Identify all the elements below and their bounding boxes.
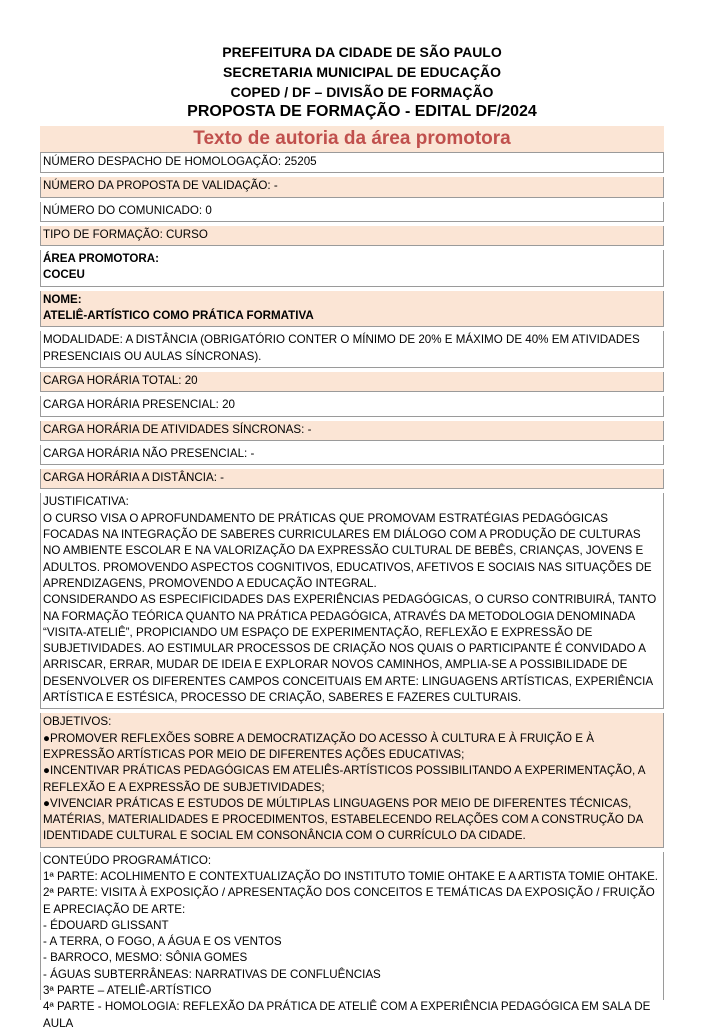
header-line-2: SECRETARIA MUNICIPAL DE EDUCAÇÃO — [223, 64, 501, 80]
document-header — [0, 42, 724, 122]
justificativa-label: JUSTIFICATIVA: — [43, 495, 129, 509]
conteudo-line: - ÉDOUARD GLISSANT — [43, 918, 169, 932]
objetivo-item: ●VIVENCIAR PRÁTICAS E ESTUDOS DE MÚLTIPLAS LINGUAGENS POR MEIO DE DIFERENTES TÉCNICAS, MATÉRIAS, MATERIALIDADES E PROCEDIMENTOS, ESTABELECENDO RELAÇÕES COM A CONSTRUÇÃO DA IDENTIDADE CULTURAL E SOCIAL EM CONSONÂNCIA COM O CURRÍCULO DA CIDADE. — [43, 796, 643, 843]
row-comunicado: NÚMERO DO COMUNICADO: 0 — [40, 202, 664, 222]
justificativa-p1: O CURSO VISA O APROFUNDAMENTO DE PRÁTICAS QUE PROMOVAM ESTRATÉGIAS PEDAGÓGICAS FOCADAS NA INTEGRAÇÃO DE SABERES CURRICULARES EM DIÁLOGO COM A PRODUÇÃO DE CULTURAS NO AMBIENTE ESCOLAR E NA VALORIZAÇÃO DA EXPRESSÃO CULTURAL DE BEBÊS, CRIANÇAS, JOVENS E ADULTOS. PROMOVENDO ASPECTOS COGNITIVOS, EDUCATIVOS, AFETIVOS E SOCIAIS NAS SITUAÇÕES DE APRENDIZAGENS, PROMOVENDO A EDUCAÇÃO INTEGRAL. — [43, 511, 652, 590]
header-line-1: PREFEITURA DA CIDADE DE SÃO PAULO — [222, 44, 502, 60]
objetivos-label: OBJETIVOS: — [43, 715, 112, 729]
conteudo-line: 1ª PARTE: ACOLHIMENTO E CONTEXTUALIZAÇÃO DO INSTITUTO TOMIE OHTAKE E A ARTISTA TOMIE OHTAKE. — [43, 869, 659, 883]
conteudo-line: 3ª PARTE – ATELIÊ-ARTÍSTICO — [43, 984, 212, 998]
row-modalidade: MODALIDADE: A DISTÂNCIA (OBRIGATÓRIO CONTER O MÍNIMO DE 20% E MÁXIMO DE 40% EM ATIVIDADES PRESENCIAIS OU AULAS SÍNCRONAS). — [40, 331, 664, 368]
conteudo-line: 2ª PARTE: VISITA À EXPOSIÇÃO / APRESENTAÇÃO DOS CONCEITOS E TEMÁTICAS DA EXPOSIÇÃO / FRUIÇÃO E APRECIAÇÃO DE ARTE: — [43, 886, 655, 916]
header-line-3: COPED / DF – DIVISÃO DE FORMAÇÃO — [230, 84, 494, 100]
conteudo-line: - A TERRA, O FOGO, A ÁGUA E OS VENTOS — [43, 935, 282, 949]
proposal-table — [40, 152, 664, 1030]
row-justificativa — [40, 493, 664, 709]
row-carga-presencial: CARGA HORÁRIA PRESENCIAL: 20 — [40, 396, 664, 416]
row-validacao: NÚMERO DA PROPOSTA DE VALIDAÇÃO: - — [40, 177, 664, 197]
nome-label: NOME: — [43, 292, 82, 306]
justificativa-p2: CONSIDERANDO AS ESPECIFICIDADES DAS EXPERIÊNCIAS PEDAGÓGICAS, O CURSO CONTRIBUIRÁ, TANTO NA FORMAÇÃO TEÓRICA QUANTO NA PRÁTICA PEDAGÓGICA, ATRAVÉS DA METODOLOGIA DENOMINADA “VISITA-ATELIÊ”, PROPICIANDO UM ESPAÇO DE EXPERIMENTAÇÃO, REFLEXÃO E EXPRESSÃO DE SUBJETIVIDADES. AO ESTIMULAR PROCESSOS DE CRIAÇÃO NOS QUAIS O PARTICIPANTE É CONVIDADO A ARRISCAR, ERRAR, MUDAR DE IDEIA E EXPLORAR NOVOS CAMINHOS, AMPLIA-SE A POSSIBILIDADE DE DESENVOLVER OS DIFERENTES CAMPOS CONCEITUAIS EM ARTE: LINGUAGENS ARTÍSTICAS, EXPERIÊNCIA ARTÍSTICA E ESTÉSICA, PROCESSO DE CRIAÇÃO, SABERES E FAZERES CULTURAIS. — [43, 593, 657, 705]
row-area — [40, 250, 664, 287]
row-carga-nao-presencial: CARGA HORÁRIA NÃO PRESENCIAL: - — [40, 445, 664, 465]
row-carga-total: CARGA HORÁRIA TOTAL: 20 — [40, 372, 664, 392]
objetivo-item: ●INCENTIVAR PRÁTICAS PEDAGÓGICAS EM ATELIÊS-ARTÍSTICOS POSSIBILITANDO A EXPERIMENTAÇÃO, A REFLEXÃO E A EXPRESSÃO DE SUBJETIVIDADES; — [43, 764, 645, 794]
conteudo-line: - ÁGUAS SUBTERRÂNEAS: NARRATIVAS DE CONFLUÊNCIAS — [43, 967, 381, 981]
objetivo-item: ●PROMOVER REFLEXÕES SOBRE A DEMOCRATIZAÇÃO DO ACESSO À CULTURA E À FRUIÇÃO E À EXPRESSÃO ARTÍSTICAS POR MEIO DE DIFERENTES AÇÕES EDUCATIVAS; — [43, 731, 594, 761]
row-objetivos — [40, 713, 664, 847]
row-carga-distancia: CARGA HORÁRIA A DISTÂNCIA: - — [40, 469, 664, 489]
conteudo-label: CONTEÚDO PROGRAMÁTICO: — [43, 853, 212, 867]
header-line-4: PROPOSTA DE FORMAÇÃO - EDITAL DF/2024 — [187, 103, 537, 120]
row-despacho: NÚMERO DESPACHO DE HOMOLOGAÇÃO: 25205 — [40, 152, 664, 173]
row-conteudo — [40, 852, 664, 1030]
row-tipo: TIPO DE FORMAÇÃO: CURSO — [40, 226, 664, 246]
conteudo-line: - BARROCO, MESMO: SÔNIA GOMES — [43, 951, 248, 965]
area-label: ÁREA PROMOTORA: — [43, 252, 159, 266]
row-carga-sincronas: CARGA HORÁRIA DE ATIVIDADES SÍNCRONAS: - — [40, 421, 664, 441]
authorship-banner: Texto de autoria da área promotora — [40, 126, 664, 152]
conteudo-line: 4ª PARTE - HOMOLOGIA: REFLEXÃO DA PRÁTICA DE ATELIÊ COM A EXPERIÊNCIA PEDAGÓGICA EM SALA DE AULA — [43, 1000, 651, 1030]
row-nome — [40, 291, 664, 328]
nome-value: ATELIÊ-ARTÍSTICO COMO PRÁTICA FORMATIVA — [43, 309, 314, 323]
area-value: COCEU — [43, 268, 85, 282]
